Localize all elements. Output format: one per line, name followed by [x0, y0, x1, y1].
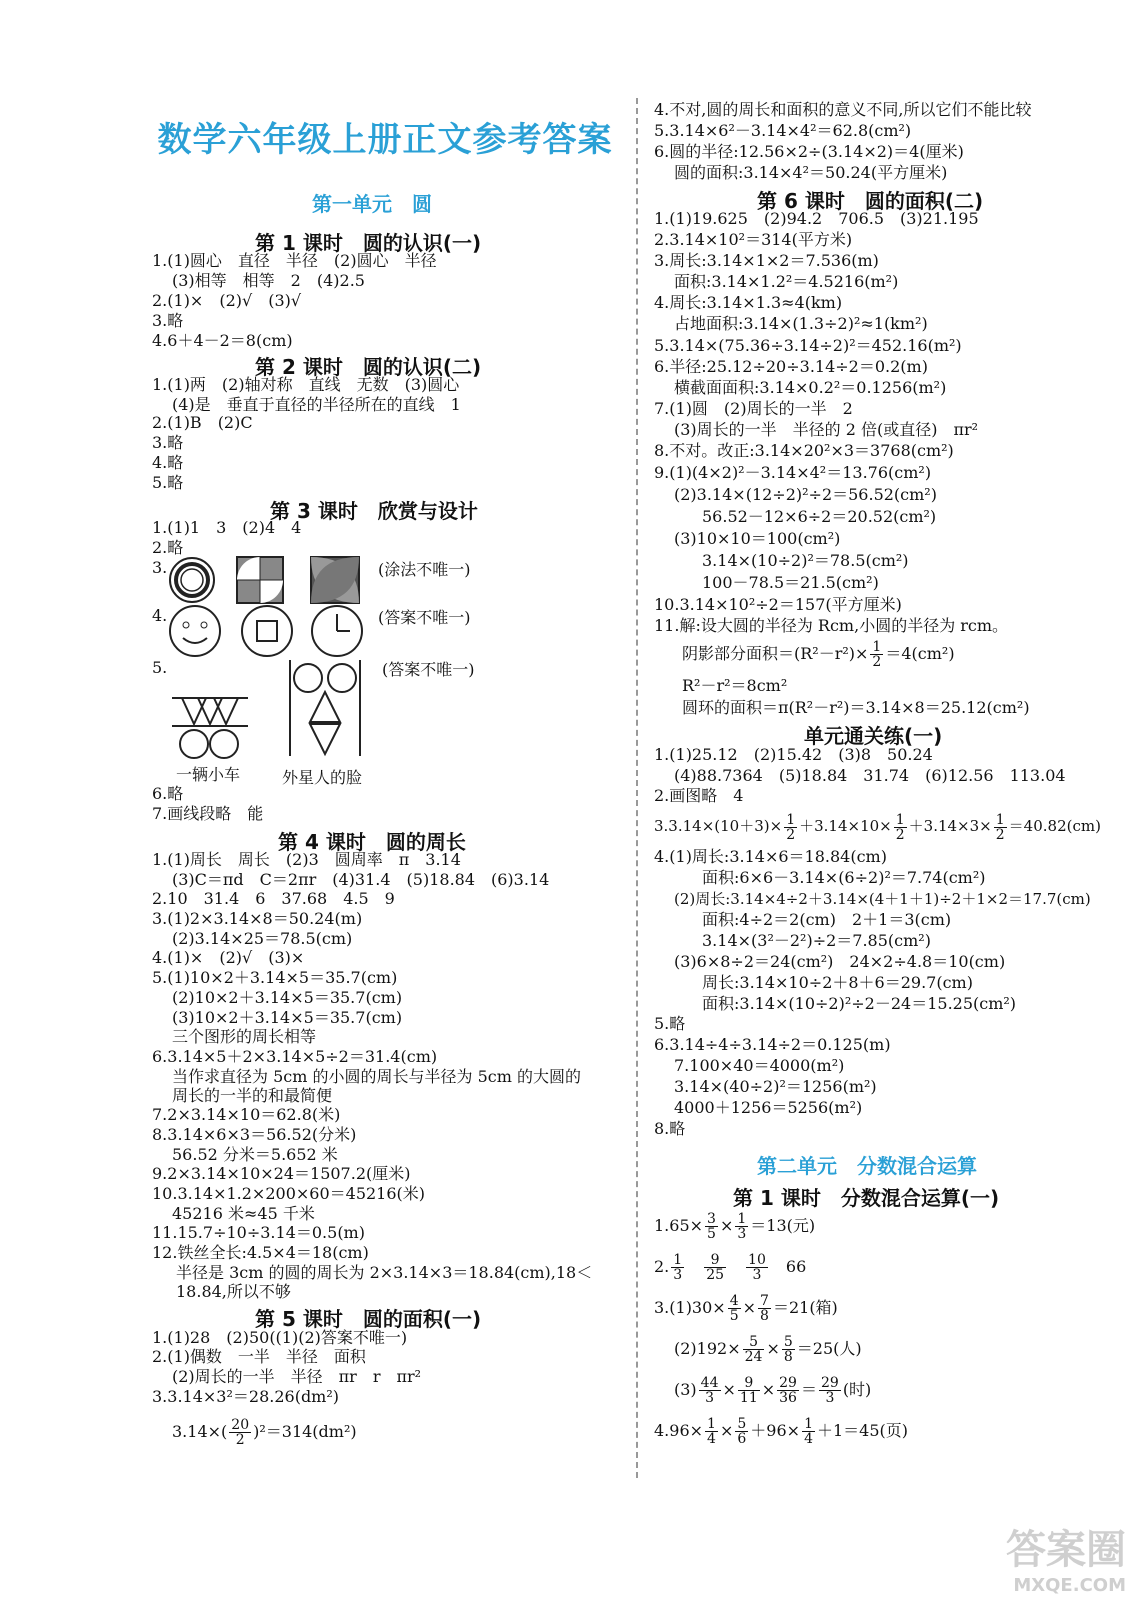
formula-text: 1.65×	[654, 1216, 704, 1235]
formula-text: (3)	[674, 1380, 697, 1399]
fraction	[671, 1253, 684, 1282]
formula-line	[654, 1247, 806, 1287]
answer-line: 45216 米≈45 千米	[172, 1204, 315, 1223]
answer-line: (2)3.14×(12÷2)²÷2＝56.52(cm²)	[674, 485, 937, 504]
note: (答案不唯一)	[378, 608, 471, 627]
fraction	[738, 1376, 760, 1405]
answer-line: 12.铁丝全长:4.5×4＝18(cm)	[152, 1243, 369, 1262]
answer-line: (3)6×8÷2＝24(cm²) 24×2÷4.8＝10(cm)	[674, 952, 1006, 971]
denominator: 3	[752, 1267, 762, 1283]
lesson5-heading: 第 5 课时 圆的面积(一)	[255, 1307, 482, 1331]
ring-figure	[168, 556, 216, 604]
denominator: 8	[760, 1308, 769, 1324]
unit1-heading: 第一单元 圆	[312, 192, 432, 216]
numerator: 7	[760, 1293, 769, 1309]
denominator: 4	[804, 1431, 813, 1447]
formula-text: 4.96×	[654, 1421, 704, 1440]
answer-line: (3)C＝πd C＝2πr (4)31.4 (5)18.84 (6)3.14	[172, 870, 550, 889]
formula-line	[682, 636, 955, 672]
formula-line	[172, 1412, 357, 1452]
lesson4-heading: 第 4 课时 圆的周长	[278, 830, 466, 854]
answer-line: 7.(1)圆 (2)周长的一半 2	[654, 399, 853, 418]
answer-line: 3.14×(10÷2)²＝78.5(cm²)	[702, 551, 909, 570]
answer-line: 占地面积:3.14×(1.3÷2)²≈1(km²)	[674, 314, 928, 333]
answer-line: 10.3.14×1.2×200×60＝45216(米)	[152, 1184, 426, 1203]
answer-line: 面积:3.14×(10÷2)²÷2－24＝15.25(cm²)	[702, 994, 1017, 1013]
watermark-url: MXQE.COM	[1013, 1575, 1126, 1596]
answer-line: (4)88.7364 (5)18.84 31.74 (6)12.56 113.04	[674, 766, 1066, 785]
note: (答案不唯一)	[382, 660, 475, 679]
answer-line: 8.不对。改正:3.14×20²×3＝3768(cm²)	[654, 441, 954, 460]
numerator: 1	[786, 811, 796, 828]
fraction	[994, 813, 1007, 842]
answer-line: 4.	[152, 606, 168, 625]
answer-line: 1.(1)19.625 (2)94.2 706.5 (3)21.195	[654, 209, 979, 228]
denominator: 25	[706, 1267, 725, 1283]
answer-line: 56.52 分米＝5.652 米	[172, 1145, 338, 1164]
numerator: 1	[895, 811, 905, 828]
fraction	[735, 1212, 748, 1241]
watermark-logo: 答案圈	[1006, 1527, 1126, 1573]
note: (涂法不唯一)	[378, 560, 471, 579]
formula-text: ＋96×	[750, 1421, 801, 1440]
fraction	[819, 1376, 841, 1405]
numerator: 29	[779, 1375, 797, 1391]
denominator: 2	[786, 826, 796, 843]
fraction	[728, 1294, 741, 1323]
answer-line: 5.3.14×(75.36÷3.14÷2)²＝452.16(m²)	[654, 336, 962, 355]
fraction	[802, 1417, 815, 1446]
answer-line: 7.画线段略 能	[152, 804, 264, 823]
fraction	[705, 1417, 718, 1446]
denominator: 2	[235, 1432, 245, 1448]
denominator: 11	[739, 1390, 758, 1406]
answer-line: 4.(1)周长:3.14×6＝18.84(cm)	[654, 847, 887, 866]
answer-line: 6.略	[152, 784, 184, 803]
answer-line: 4.略	[152, 453, 184, 472]
formula-text: ＝21(箱)	[772, 1298, 838, 1317]
answer-line: 8.略	[654, 1119, 686, 1138]
answer-line: 1.(1)25.12 (2)15.42 (3)8 50.24	[654, 745, 933, 764]
denominator: 3	[673, 1267, 683, 1283]
numerator: 5	[743, 1335, 765, 1350]
answer-line: 7.2×3.14×10＝62.8(米)	[152, 1105, 341, 1124]
answer-line: 11.解:设大圆的半径为 Rcm,小圆的半径为 rcm。	[654, 616, 1009, 635]
answer-line: 2.3.14×10²＝314(平方米)	[654, 230, 853, 249]
denominator: 3	[737, 1226, 747, 1242]
answer-line: (2)3.14×25＝78.5(cm)	[172, 929, 353, 948]
denominator: 3	[825, 1390, 835, 1406]
fraction	[743, 1335, 765, 1364]
answer-line: 2.画图略 4	[654, 786, 744, 805]
answer-line: 11.15.7÷10÷3.14＝0.5(m)	[152, 1223, 365, 1242]
formula-line	[654, 808, 1101, 844]
answer-line: 周长的一半的和最简便	[172, 1086, 333, 1105]
denominator: 24	[744, 1349, 763, 1365]
answer-line: 4.不对,圆的周长和面积的意义不同,所以它们不能比较	[654, 100, 1032, 119]
answer-line: 3.14×(40÷2)²＝1256(m²)	[674, 1077, 877, 1096]
denominator: 2	[872, 654, 882, 670]
answer-line: 1.(1)圆心 直径 半径 (2)圆心 半径	[152, 251, 437, 270]
numerator: 1	[872, 639, 882, 655]
answer-line: 8.3.14×6×3＝56.52(分米)	[152, 1125, 357, 1144]
numerator: 9	[738, 1376, 760, 1391]
numerator: 4	[729, 1293, 739, 1309]
unit-review-heading: 单元通关练(一)	[804, 724, 943, 748]
column-divider	[636, 98, 638, 1478]
answer-line: 5.略	[152, 473, 184, 492]
answer-line: 5.	[152, 658, 168, 677]
denominator: 5	[707, 1226, 716, 1242]
answer-line: 3.(1)2×3.14×8＝50.24(m)	[152, 909, 363, 928]
formula-line: (3) $\frac{44}{3}$ × $\frac{9}{11}$ × $\frac{29}{36}$ ＝ $\frac{29}{3}$ (时)	[674, 1375, 872, 1406]
formula-text: ＝40.82(cm)	[1008, 817, 1101, 835]
numerator: 29	[820, 1375, 839, 1391]
fraction	[894, 813, 907, 842]
answer-line: 2.(1)偶数 一半 半径 面积	[152, 1347, 366, 1366]
denominator: 2	[895, 826, 905, 843]
formula-text: ＋1＝45(页)	[816, 1421, 909, 1440]
answer-line: 1.(1)两 (2)轴对称 直线 无数 (3)圆心	[152, 375, 460, 394]
denominator: 2	[995, 826, 1005, 843]
formula-text: (2)192×	[674, 1339, 741, 1358]
answer-line: 4.(1)× (2)√ (3)×	[152, 948, 305, 967]
answer-line: 面积:4÷2＝2(cm) 2＋1＝3(cm)	[702, 910, 952, 929]
fraction	[705, 1212, 718, 1241]
answer-line: 100－78.5＝21.5(cm²)	[702, 573, 879, 592]
square-quarter-figure	[236, 556, 284, 604]
formula-text: 3.(1)30×	[654, 1298, 726, 1317]
formula-text: 阴影部分面积＝(R²－r²)×	[682, 644, 869, 663]
answer-line: 圆环的面积＝π(R²－r²)＝3.14×8＝25.12(cm²)	[682, 698, 1030, 717]
answer-line: 7.100×40＝4000(m²)	[674, 1056, 845, 1075]
answer-line: 4.6＋4－2＝8(cm)	[152, 331, 293, 350]
formula-line: (2)192× $\frac{5}{24}$ × $\frac{5}{8}$ ＝25(人)	[674, 1334, 862, 1365]
answer-line: 当作求直径为 5cm 的小圆的周长与半径为 5cm 的大圆的	[172, 1067, 581, 1086]
fraction	[777, 1376, 799, 1405]
figure-caption: 一辆小车	[176, 765, 241, 784]
formula-text: 66	[785, 1257, 807, 1276]
fraction	[782, 1335, 795, 1364]
fraction	[746, 1253, 768, 1282]
numerator: 1	[707, 1416, 716, 1432]
unit2-lesson1-heading: 第 1 课时 分数混合运算(一)	[733, 1186, 1000, 1210]
numerator: 9	[704, 1253, 726, 1268]
answer-line: 2.10 31.4 6 37.68 4.5 9	[152, 889, 395, 908]
lesson2-heading: 第 2 课时 圆的认识(二)	[255, 355, 482, 379]
formula-text: 2.	[654, 1257, 670, 1276]
answer-line: 三个图形的周长相等	[172, 1027, 317, 1046]
answer-line: (2)周长:3.14×4÷2＋3.14×(4＋1＋1)÷2＋1×2＝17.7(cm)	[674, 890, 1091, 908]
numerator: 1	[673, 1252, 683, 1268]
numerator: 10	[748, 1252, 766, 1268]
answer-line: 1.(1)1 3 (2)4 4	[152, 518, 302, 537]
formula-text: ＝25(人)	[796, 1339, 862, 1358]
answer-line: 10.3.14×10²÷2＝157(平方厘米)	[654, 595, 902, 614]
fraction	[735, 1417, 748, 1446]
denominator: 8	[783, 1349, 793, 1365]
clock-figure	[310, 604, 364, 658]
answer-line: 2.略	[152, 538, 184, 557]
answer-line: 横截面面积:3.14×0.2²＝0.1256(m²)	[674, 378, 947, 397]
numerator: 5	[783, 1334, 793, 1350]
answer-line: 周长:3.14×10÷2＋8＋6＝29.7(cm)	[702, 973, 973, 992]
lesson3-heading: 第 3 课时 欣赏与设计	[270, 499, 478, 523]
formula-text: ＝4(cm²)	[885, 644, 955, 663]
lesson1-heading: 第 1 课时 圆的认识(一)	[255, 231, 482, 255]
page-title: 数学六年级上册正文参考答案	[157, 120, 613, 160]
answer-line: 1.(1)28 (2)50((1)(2)答案不唯一)	[152, 1328, 408, 1347]
answer-line: 6.3.14÷4÷3.14÷2＝0.125(m)	[654, 1035, 891, 1054]
formula-text: 3.3.14×(10＋3)×	[654, 817, 783, 835]
answer-line: (2)10×2＋3.14×5＝35.7(cm)	[172, 988, 403, 1007]
answer-line: 5.略	[654, 1014, 686, 1033]
answer-line: 3.略	[152, 311, 184, 330]
answer-line: 3.	[152, 558, 168, 577]
answer-line: 4000＋1256＝5256(m²)	[674, 1098, 863, 1117]
answer-line: 1.(1)周长 周长 (2)3 圆周率 π 3.14	[152, 850, 461, 869]
denominator: 5	[729, 1308, 739, 1324]
fraction	[229, 1418, 251, 1447]
answer-line: 5.(1)10×2＋3.14×5＝35.7(cm)	[152, 968, 398, 987]
lesson6-heading: 第 6 课时 圆的面积(二)	[757, 189, 984, 213]
numerator: 44	[700, 1375, 719, 1391]
answer-line: 56.52－12×6÷2＝20.52(cm²)	[702, 507, 937, 526]
figure-caption: 外星人的脸	[282, 768, 363, 787]
alien-face-figure	[288, 658, 362, 758]
answer-line: (4)是 垂直于直径的半径所在的直线 1	[172, 395, 461, 414]
formula-text: 3.14×(	[172, 1422, 228, 1441]
denominator: 4	[707, 1431, 716, 1447]
answer-line: 6.圆的半径:12.56×2÷(3.14×2)＝4(厘米)	[654, 142, 964, 161]
answer-line: (3)周长的一半 半径的 2 倍(或直径) πr²	[674, 420, 979, 439]
answer-line: 3.14×(3²－2²)÷2＝7.85(cm²)	[702, 931, 931, 950]
answer-line: 半径是 3cm 的圆的周长为 2×3.14×3＝18.84(cm),18＜	[176, 1263, 593, 1282]
answer-line: 面积:6×6－3.14×(6÷2)²＝7.74(cm²)	[702, 868, 986, 887]
answer-line: 5.3.14×6²－3.14×4²＝62.8(cm²)	[654, 121, 912, 140]
answer-line: 4.周长:3.14×1.3≈4(km)	[654, 293, 843, 312]
numerator: 1	[995, 811, 1005, 828]
numerator: 5	[737, 1416, 747, 1432]
answer-line: 9.2×3.14×10×24＝1507.2(厘米)	[152, 1164, 411, 1183]
watermark	[1006, 1518, 1126, 1596]
square-leaf-figure	[310, 556, 360, 604]
answer-line: 6.半径:25.12÷20÷3.14÷2＝0.2(m)	[654, 357, 928, 376]
numerator: 3	[707, 1211, 716, 1227]
answer-line: 3.周长:3.14×1×2＝7.536(m)	[654, 251, 879, 270]
answer-line: (3)10×2＋3.14×5＝35.7(cm)	[172, 1008, 403, 1027]
answer-line: (3)10×10＝100(cm²)	[674, 529, 841, 548]
formula-line: 1.65× $\frac{3}{5}$ × $\frac{1}{3}$ ＝13(元)	[654, 1211, 816, 1242]
formula-text: (时)	[842, 1380, 872, 1399]
formula-text: ＝13(元)	[750, 1216, 816, 1235]
fraction	[704, 1253, 726, 1282]
numerator: 1	[804, 1416, 813, 1432]
answer-line: R²－r²＝8cm²	[682, 676, 788, 695]
denominator: 6	[737, 1431, 747, 1447]
answer-line: 2.(1)B (2)C	[152, 413, 253, 432]
numerator: 1	[737, 1211, 747, 1227]
answer-line: 圆的面积:3.14×4²＝50.24(平方厘米)	[674, 163, 948, 182]
answer-line: 面积:3.14×1.2²＝4.5216(m²)	[674, 272, 899, 291]
formula-text: ＋3.14×3×	[908, 817, 992, 835]
formula-text: )²＝314(dm²)	[253, 1422, 357, 1441]
answer-line: 18.84,所以不够	[176, 1282, 291, 1301]
circle-square-figure	[240, 604, 294, 658]
numerator: 20	[231, 1417, 250, 1433]
answer-line: 2.(1)× (2)√ (3)√	[152, 291, 302, 310]
denominator: 36	[779, 1390, 797, 1406]
fraction	[758, 1294, 771, 1323]
answer-line: (3)相等 相等 2 (4)2.5	[172, 271, 365, 290]
fraction	[784, 813, 797, 842]
answer-line: (2)周长的一半 半径 πr r πr²	[172, 1367, 422, 1386]
car-figure	[170, 696, 250, 766]
unit2-heading: 第二单元 分数混合运算	[757, 1154, 977, 1178]
smiley-figure	[168, 604, 222, 658]
fraction	[870, 640, 883, 669]
answer-line: 6.3.14×5＋2×3.14×5÷2＝31.4(cm)	[152, 1047, 438, 1066]
formula-line: 3.(1)30× $\frac{4}{5}$ × $\frac{7}{8}$ ＝21(箱)	[654, 1293, 838, 1324]
answer-line: 3.3.14×3²＝28.26(dm²)	[152, 1387, 340, 1406]
answer-line: 3.略	[152, 433, 184, 452]
denominator: 3	[705, 1390, 715, 1406]
formula-line: 4.96× $\frac{1}{4}$ × $\frac{5}{6}$ ＋96× $\frac{1}{4}$ ＋1＝45(页)	[654, 1416, 909, 1447]
answer-line: 9.(1)(4×2)²－3.14×4²＝13.76(cm²)	[654, 463, 932, 482]
fraction	[699, 1376, 721, 1405]
formula-text: ＋3.14×10×	[799, 817, 892, 835]
